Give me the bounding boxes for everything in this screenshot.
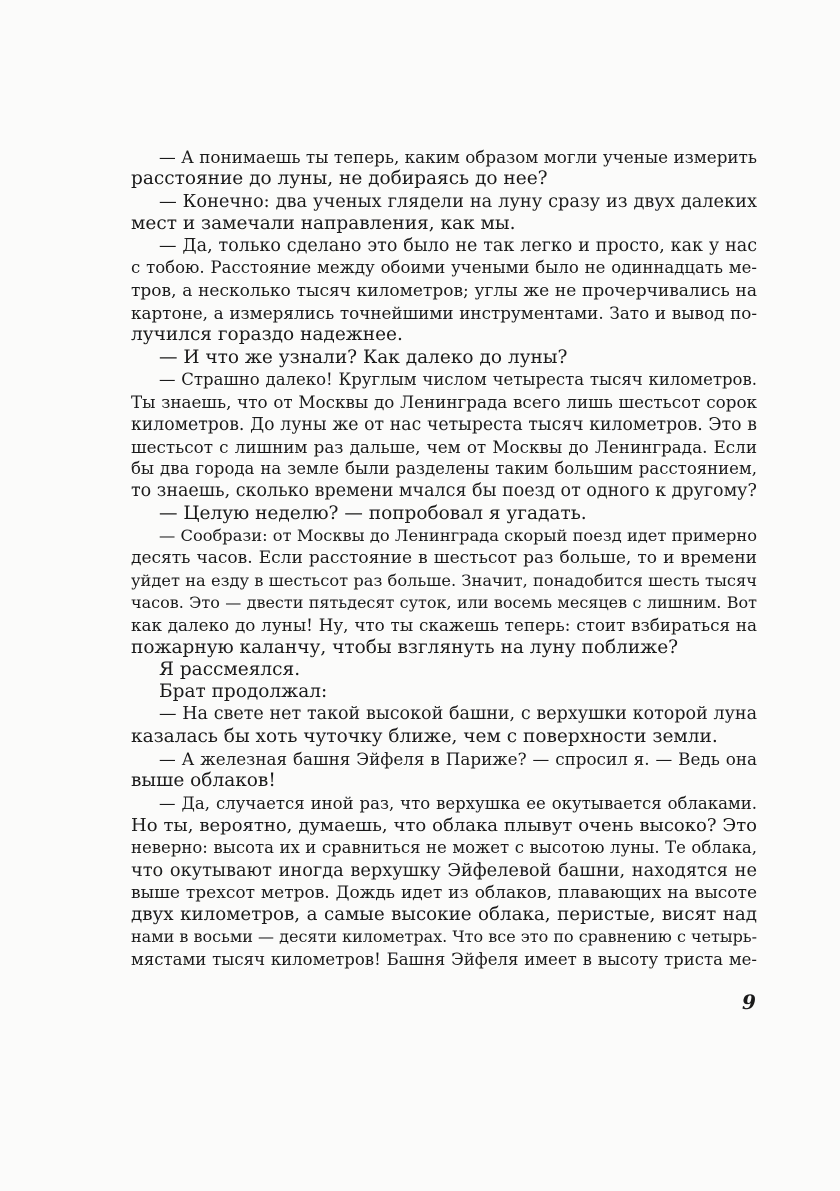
text-line: то знаешь, сколько времени мчался бы поезд от одного к другому? [131,481,757,502]
text-line: с тобою. Расстояние между обоими учеными было не одиннадцать ме- [131,258,757,278]
text-line: пожарную каланчу, чтобы взглянуть на луну поближе? [131,636,679,658]
text-line: что окутывают иногда верхушку Эйфелевой башни, находятся не [131,860,757,881]
text-line: картоне, а измерялись точнейшими инструментами. Зато и вывод по- [131,303,757,324]
text-line: — А железная башня Эйфеля в Париже? — спросил я. — Ведь она [159,749,757,770]
text-line: — Сообрази: от Москвы до Ленинграда скорый поезд идет примерно [159,526,757,546]
text-line: казалась бы хоть чуточку ближе, чем с поверхности земли. [131,725,718,747]
text-line: Брат продолжал: [159,681,328,703]
text-line: — Конечно: два ученых глядели на луну сразу из двух далеких [159,191,757,212]
text-line: тров, а несколько тысяч километров; углы же не прочерчивались на [131,280,757,301]
text-line: километров. До луны же от нас четыреста тысяч километров. Это в [131,414,757,435]
text-line: как далеко до луны! Ну, что ты скажешь теперь: стоит взбираться на [131,615,757,636]
text-line: лучился гораздо надежнее. [131,324,403,346]
text-line: часов. Это — двести пятьдесят суток, или восемь месяцев с лишним. Вот [131,592,757,612]
text-line: — А понимаешь ты теперь, каким образом могли ученые измерить [159,147,757,167]
text-line: Ты знаешь, что от Москвы до Ленинграда всего лишь шестьсот сорок [131,392,757,413]
text-line: — Целую неделю? — попробовал я угадать. [159,502,587,524]
text-line: Но ты, вероятно, думаешь, что облака плывут очень высоко? Это [131,814,757,836]
text-line: десять часов. Если расстояние в шестьсот раз больше, то и времени [131,548,757,569]
text-line: — Да, случается иной раз, что верхушка ее окутывается облаками. [159,793,757,813]
text-line: мест и замечали направления, как мы. [131,212,516,234]
text-line: мястами тысяч километров! Башня Эйфеля имеет в высоту триста ме- [131,949,757,969]
text-line: уйдет на езду в шестьсот раз больше. Значит, понадобится шесть тысяч [131,570,757,590]
text-line: — На свете нет такой высокой башни, с верхушки которой луна [159,704,757,725]
text-line: двух километров, а самые высокие облака, перистые, висят над [131,904,757,926]
text-line: расстояние до луны, не добираясь до нее? [131,168,548,190]
text-line: — И что же узнали? Как далеко до луны? [159,346,568,368]
text-line: Я рассмеялся. [159,658,301,680]
body-text [131,146,757,971]
page-number: 9 [742,990,756,1014]
text-line: выше облаков! [131,770,276,792]
text-line: — Да, только сделано это было не так легко и просто, как у нас [159,236,757,257]
text-line: шестьсот с лишним раз дальше, чем от Москвы до Ленинграда. Если [131,436,757,457]
text-line: выше трехсот метров. Дождь идет из облаков, плавающих на высоте [131,882,757,903]
text-line: неверно: высота их и сравниться не может с высотою луны. Те облака, [131,838,757,858]
text-line: нами в восьми — десяти километрах. Что все это по сравнению с четырь- [131,927,757,947]
text-line: — Страшно далеко! Круглым числом четыреста тысяч километров. [159,369,757,389]
text-line: бы два города на земле были разделены таким большим расстоянием, [131,459,757,479]
